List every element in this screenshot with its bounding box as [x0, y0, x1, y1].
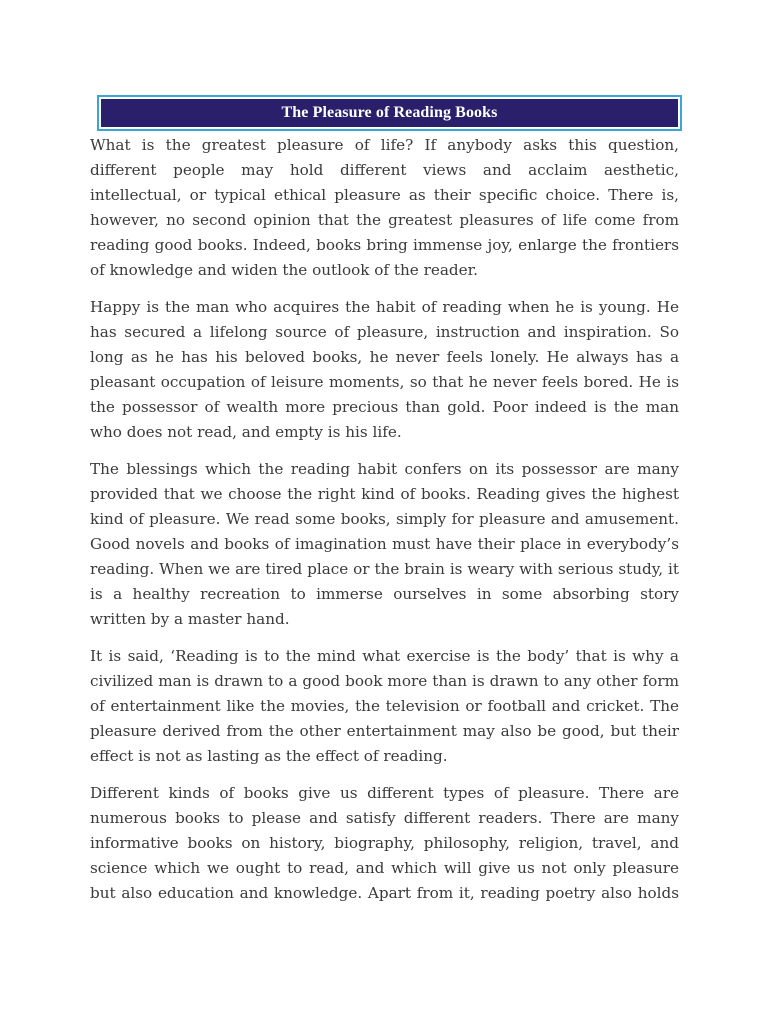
- paragraph-4: It is said, ‘Reading is to the mind what exercise is the body’ that is why a civilized man is drawn to a good book more than is drawn to any other form of entertainment like the movies, the television or football and cricket. The pleasure derived from the other entertainment may also be good, but their effect is not as lasting as the effect of reading.: [90, 647, 679, 765]
- title-frame: [97, 95, 682, 131]
- document-body: [90, 133, 679, 918]
- paragraph-1: What is the greatest pleasure of life? If anybody asks this question, different people may hold different views and acclaim aesthetic, intellectual, or typical ethical pleasure as their specific choice. There is, however, no second opinion that the greatest pleasures of life come from reading good books. Indeed, books bring immense joy, enlarge the frontiers of knowledge and widen the outlook of the reader.: [90, 136, 679, 279]
- paragraph-3: The blessings which the reading habit confers on its possessor are many provided that we choose the right kind of books. Reading gives the highest kind of pleasure. We read some books, simply for pleasure and amusement. Good novels and books of imagination must have their place in everybody’s reading. When we are tired place or the brain is weary with serious study, it is a healthy recreation to immerse ourselves in some absorbing story written by a master hand.: [90, 460, 679, 628]
- document-title: The Pleasure of Reading Books: [101, 99, 678, 127]
- paragraph-5: Different kinds of books give us different types of pleasure. There are numerous books to please and satisfy different readers. There are many informative books on history, biography, philosophy, religion, travel, and science which we ought to read, and which will give us not only pleasure but also education and knowledge. Apart from it, reading poetry also holds: [90, 784, 679, 902]
- paragraph-2: Happy is the man who acquires the habit of reading when he is young. He has secured a lifelong source of pleasure, instruction and inspiration. So long as he has his beloved books, he never feels lonely. He always has a pleasant occupation of leisure moments, so that he never feels bored. He is the possessor of wealth more precious than gold. Poor indeed is the man who does not read, and empty is his life.: [90, 298, 679, 441]
